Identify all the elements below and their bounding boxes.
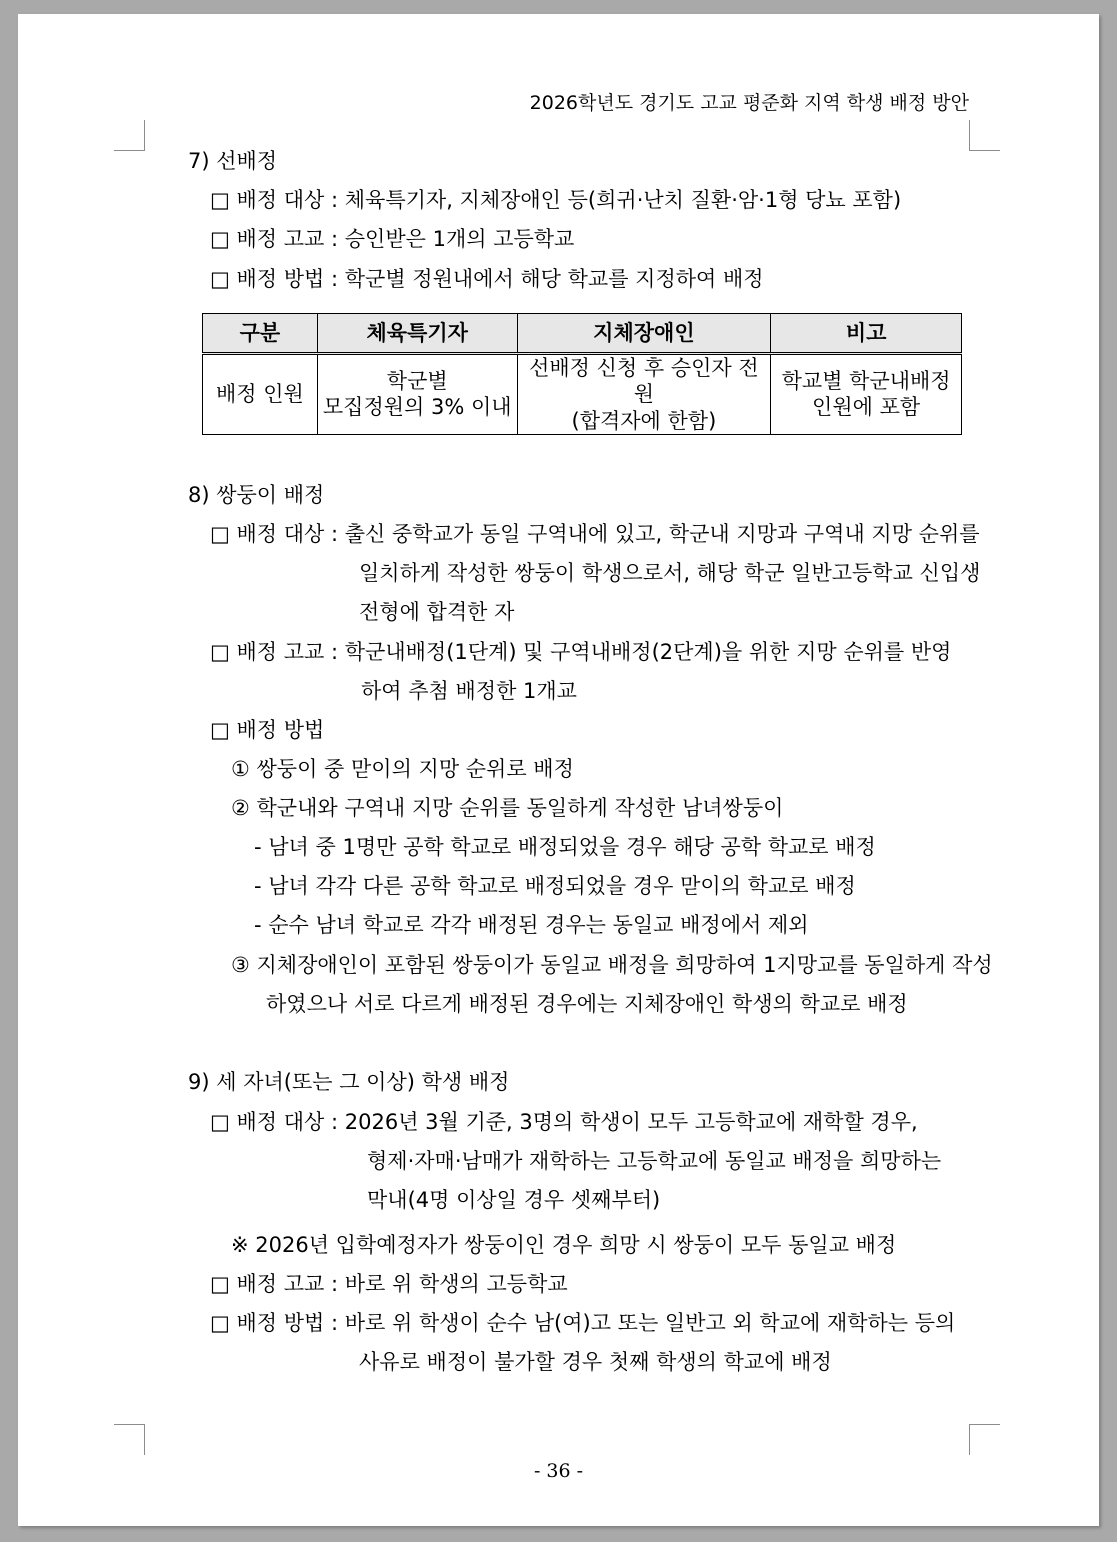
section-8-method-3-cont: 하였으나 서로 다르게 배정된 경우에는 지체장애인 학생의 학교로 배정 xyxy=(266,992,908,1016)
section-8-target-cont: 일치하게 작성한 쌍둥이 학생으로서, 해당 학군 일반고등학교 신입생 xyxy=(359,561,981,585)
section-9-target-cont: 막내(4명 이상일 경우 셋째부터) xyxy=(367,1188,661,1212)
section-9-school: □ 배정 고교 : 바로 위 학생의 고등학교 xyxy=(210,1272,568,1296)
section-8-method-3: ③ 지체장애인이 포함된 쌍둥이가 동일교 배정을 희망하여 1지망교를 동일하게 작성 xyxy=(231,953,993,977)
section-9-target: □ 배정 대상 : 2026년 3월 기준, 3명의 학생이 모두 고등학교에 재학할 경우, xyxy=(210,1110,918,1134)
table-cell-athletes xyxy=(317,354,517,435)
page-number: - 36 - xyxy=(533,1460,584,1482)
crop-mark-bottom-left xyxy=(114,1424,145,1455)
section-8-method: □ 배정 방법 xyxy=(210,718,325,742)
pre-assignment-table xyxy=(202,313,962,435)
section-9-method-cont: 사유로 배정이 불가할 경우 첫째 학생의 학교에 배정 xyxy=(359,1350,832,1374)
table-cell-line: 인원에 포함 xyxy=(812,395,921,420)
table-header-cell: 구분 xyxy=(203,314,318,354)
section-8-target-cont: 전형에 합격한 자 xyxy=(359,600,515,624)
table-cell-line: 학교별 학군내배정 xyxy=(781,369,951,394)
section-8-method-2: ② 학군내와 구역내 지망 순위를 동일하게 작성한 남녀쌍둥이 xyxy=(231,796,784,820)
table-cell-line: 모집정원의 3% 이내 xyxy=(322,395,512,420)
section-7-title: 7) 선배정 xyxy=(188,149,278,173)
running-header: 2026학년도 경기도 고교 평준화 지역 학생 배정 방안 xyxy=(529,92,969,114)
section-8-method-2c: - 순수 남녀 학교로 각각 배정된 경우는 동일교 배정에서 제외 xyxy=(254,913,809,937)
section-9-note: ※ 2026년 입학예정자가 쌍둥이인 경우 희망 시 쌍둥이 모두 동일교 배정 xyxy=(231,1233,897,1257)
table-cell-line: 선배정 신청 후 승인자 전원 xyxy=(529,356,759,407)
crop-mark-bottom-right xyxy=(969,1424,1000,1455)
section-8-method-2b: - 남녀 각각 다른 공학 학교로 배정되었을 경우 맏이의 학교로 배정 xyxy=(254,874,856,898)
section-9-title: 9) 세 자녀(또는 그 이상) 학생 배정 xyxy=(188,1070,510,1094)
section-9-method: □ 배정 방법 : 바로 위 학생이 순수 남(여)고 또는 일반고 외 학교에 재학하는 등의 xyxy=(210,1311,956,1335)
table-cell-remarks xyxy=(771,354,962,435)
section-7-school: □ 배정 고교 : 승인받은 1개의 고등학교 xyxy=(210,227,575,251)
table-header-row xyxy=(203,314,962,354)
section-7-target: □ 배정 대상 : 체육특기자, 지체장애인 등(희귀·난치 질환·암·1형 당뇨 포함) xyxy=(210,188,902,212)
table-header-cell: 비고 xyxy=(771,314,962,354)
table-cell-line: (합격자에 한함) xyxy=(571,408,717,433)
section-8-target: □ 배정 대상 : 출신 중학교가 동일 구역내에 있고, 학군내 지망과 구역내 지망 순위를 xyxy=(210,522,980,546)
crop-mark-top-right xyxy=(969,120,1000,151)
document-page xyxy=(18,14,1099,1526)
table-row xyxy=(203,354,962,435)
table-row-label: 배정 인원 xyxy=(203,354,318,435)
table-header-cell: 지체장애인 xyxy=(517,314,771,354)
section-8-method-2a: - 남녀 중 1명만 공학 학교로 배정되었을 경우 해당 공학 학교로 배정 xyxy=(254,835,876,859)
table-cell-disabled xyxy=(517,354,771,435)
section-9-target-cont: 형제·자매·남매가 재학하는 고등학교에 동일교 배정을 희망하는 xyxy=(367,1149,942,1173)
table-cell-line: 학군별 xyxy=(386,369,448,394)
section-8-method-1: ① 쌍둥이 중 맏이의 지망 순위로 배정 xyxy=(231,757,574,781)
section-7-method: □ 배정 방법 : 학군별 정원내에서 해당 학교를 지정하여 배정 xyxy=(210,267,764,291)
section-8-school-cont: 하여 추첨 배정한 1개교 xyxy=(361,679,577,703)
table-header-cell: 체육특기자 xyxy=(317,314,517,354)
crop-mark-top-left xyxy=(114,120,145,151)
section-8-school: □ 배정 고교 : 학군내배정(1단계) 및 구역내배정(2단계)을 위한 지망 순위를 반영 xyxy=(210,640,952,664)
section-8-title: 8) 쌍둥이 배정 xyxy=(188,483,325,507)
